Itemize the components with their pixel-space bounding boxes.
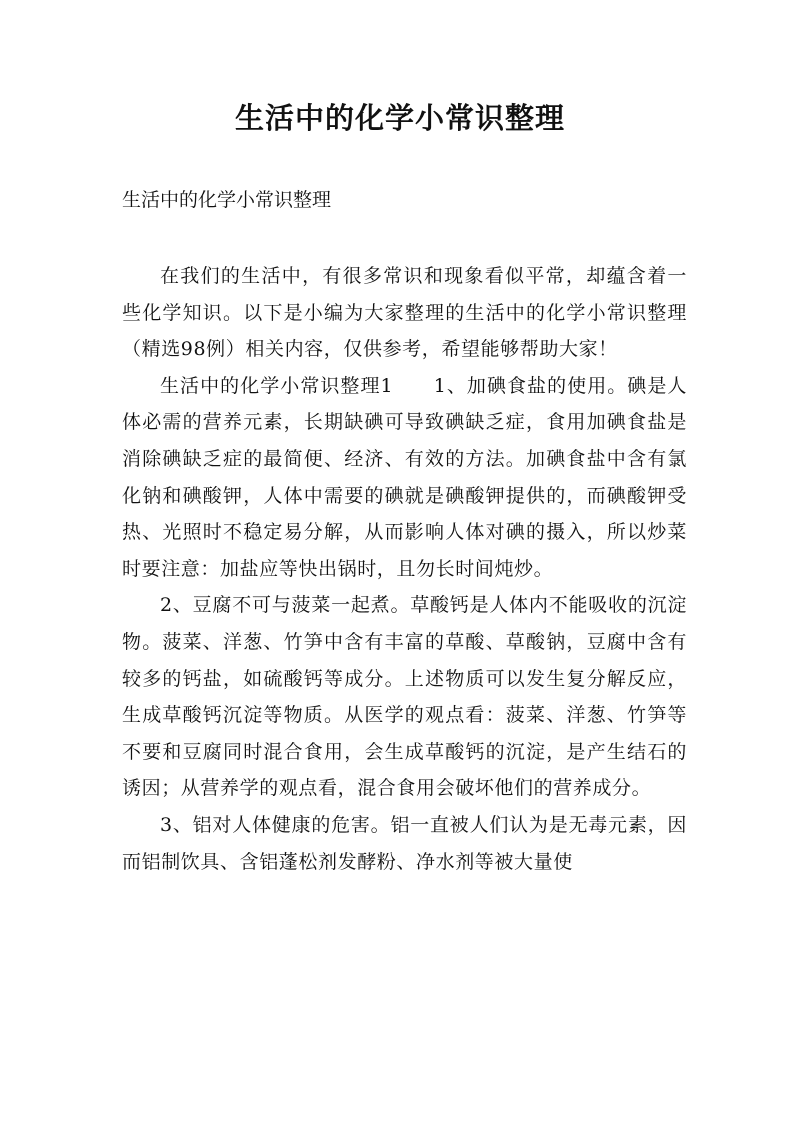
document-title: 生活中的化学小常识整理 xyxy=(234,101,565,135)
paragraph-item-3: 3、铝对人体健康的危害。铝一直被人们认为是无毒元素，因而铝制饮具、含铝蓬松剂发酵粉、净水剂等被大量使 xyxy=(122,813,687,873)
paragraph-item-2: 2、豆腐不可与菠菜一起煮。草酸钙是人体内不能吸收的沉淀物。菠菜、洋葱、竹笋中含有丰富的草酸、草酸钠，豆腐中含有较多的钙盐，如硫酸钙等成分。上述物质可以发生复分解反应，生成草酸钙沉淀等物质。从医学的观点看：菠菜、洋葱、竹笋等不要和豆腐同时混合食用，会生成草酸钙的沉淀，是产生结石的诱因；从营养学的观点看，混合食用会破坏他们的营养成分。 xyxy=(122,594,687,800)
document-body xyxy=(122,258,687,880)
document-subtitle: 生活中的化学小常识整理 xyxy=(122,189,332,211)
paragraph-item-1: 生活中的化学小常识整理1 1、加碘食盐的使用。碘是人体必需的营养元素，长期缺碘可导致碘缺乏症，食用加碘食盐是消除碘缺乏症的最简便、经济、有效的方法。加碘食盐中含有氯化钠和碘酸钾，人体中需要的碘就是碘酸钾提供的，而碘酸钾受热、光照时不稳定易分解，从而影响人体对碘的摄入，所以炒菜时要注意：加盐应等快出锅时，且勿长时间炖炒。 xyxy=(122,374,687,580)
paragraph-intro: 在我们的生活中，有很多常识和现象看似平常，却蕴含着一些化学知识。以下是小编为大家整理的生活中的化学小常识整理（精选98例）相关内容，仅供参考，希望能够帮助大家！ xyxy=(122,265,687,361)
